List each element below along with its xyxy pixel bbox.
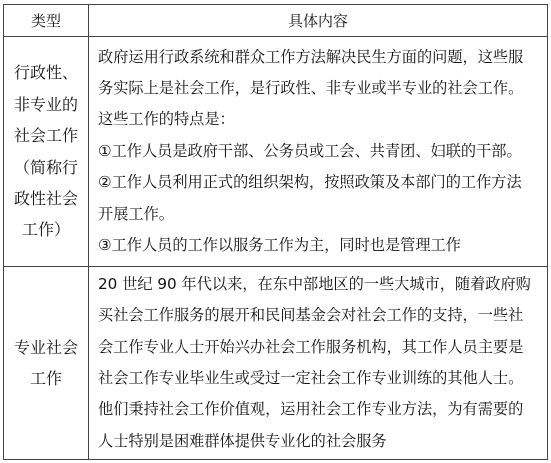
content-cell	[89, 37, 548, 267]
content-line: 务实际上是社会工作，是行政性、非专业或半专业的社会工作。	[98, 78, 524, 97]
content-line: ③工作人员的工作以服务工作为主，同时也是管理工作	[98, 236, 461, 255]
content-line: 这些工作的特点是：	[98, 110, 235, 129]
content-line: ②工作人员利用正式的组织架构，按照政策及本部门的工作方法	[98, 173, 522, 192]
content-line: 20 世纪 90 年代以来，在东中部地区的一些大城市，随着政府购	[98, 274, 531, 293]
comparison-table	[3, 4, 548, 460]
type-line: 政性社会	[13, 188, 78, 208]
content-line: 会工作专业人士开始兴办社会工作服务机构，其工作人员主要是	[98, 337, 524, 356]
type-line: 工作	[29, 369, 62, 388]
type-line: 行政性、	[13, 63, 78, 83]
content-cell	[89, 267, 548, 460]
content-line: 政府运用行政系统和群众工作方法解决民生方面的问题，这些服	[98, 47, 524, 66]
content-line: 开展工作。	[98, 204, 174, 223]
type-cell	[4, 267, 89, 460]
table-header-row	[4, 5, 548, 37]
content-line: 他们秉持社会工作价值观，运用社会工作专业方法，为有需要的	[98, 400, 524, 419]
content-line: 人士特别是困难群体提供专业化的社会服务	[98, 431, 387, 450]
type-line: 非专业的	[13, 94, 78, 114]
type-line: 专业社会	[13, 337, 78, 357]
type-line: （简称行	[13, 157, 78, 177]
type-cell	[4, 37, 89, 267]
table-row	[4, 37, 548, 267]
header-content: 具体内容	[89, 5, 548, 37]
content-line: 社会工作专业毕业生或受过一定社会工作专业训练的其他人士。	[98, 369, 524, 387]
table-row	[4, 267, 548, 460]
type-line: 工作）	[21, 220, 70, 240]
header-type: 类型	[4, 5, 89, 37]
content-line: ①工作人员是政府干部、公务员或工会、共青团、妇联的干部。	[98, 141, 522, 160]
type-line: 社会工作	[13, 126, 78, 146]
content-line: 买社会工作服务的展开和民间基金会对社会工作的支持，一些社	[98, 306, 524, 325]
